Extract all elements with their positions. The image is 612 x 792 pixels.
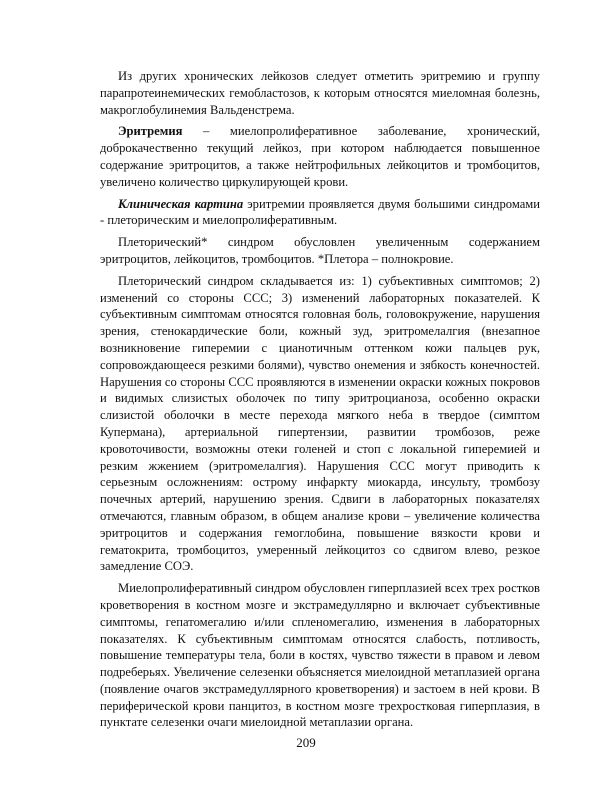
page-body	[100, 68, 540, 731]
term-clinical-picture: Клиническая картина	[118, 196, 244, 211]
paragraph	[100, 234, 540, 268]
paragraph	[100, 196, 540, 230]
page-number: 209	[296, 735, 316, 750]
paragraph-text: Из других хронических лейкозов следует отметить эритремию и группу парапротеинемических гемобластозов, к которым относятся миеломная болезнь, макроглобулинемия Вальденстрема.	[100, 69, 540, 117]
paragraph	[100, 68, 540, 118]
paragraph	[100, 123, 540, 190]
paragraph-text: Плеторический* синдром обусловлен увеличенным содержанием эритроцитов, лейкоцитов, тромбоцитов. *Плетора – полнокровие.	[100, 235, 540, 266]
paragraph	[100, 580, 540, 731]
paragraph-text: Плеторический синдром складывается из: 1) субъективных симптомов; 2) изменений со стороны ССС; 3) изменений лабораторных показателей. К субъективным симптомам относятся головная боль, головокружение, нарушения зрения, стенокардические боли, кожный зуд, эритромелалгия (внезапное возникновение гиперемии с цианотичным оттенком кожи пальцев рук, сопровождающееся резкими болями), чувство онемения и зябкость конечностей. Нарушения со стороны ССС проявляются в изменении окраски кожных покровов и видимых слизистых оболочек по типу эритроцианоза, особенно окраски слизистой оболочки в месте перехода мягкого неба в твердое (симптом Купермана), артериальной гипертензии, развитии тромбозов, реже кровоточивости, возможны отеки голеней и стоп с локальной гиперемией и резким жжением (эритромелалгия). Нарушения ССС могут приводить к серьезным осложнениям: острому инфаркту миокарда, инсульту, тромбозу почечных артерий, нарушению зрения. Сдвиги в лабораторных показателях отмечаются, главным образом, в общем анализе крови – увеличение количества эритроцитов и содержания гемоглобина, повышение вязкости крови и гематокрита, тромбоцитоз, умеренный лейкоцитоз со сдвигом влево, резкое замедление СОЭ.	[100, 273, 540, 574]
paragraph-text: Миелопролиферативный синдром обусловлен гиперплазией всех трех ростков кроветворения в костном мозге и экстрамедуллярно и включает субъективные симптомы, гепатомегалию и/или спленомегалию, изменения в лабораторных показателях. К субъективным симптомам относятся слабость, потливость, повышение температуры тела, боли в костях, чувство тяжести в правом и левом подреберьях. Увеличение селезенки объясняется миелоидной метаплазией органа (появление очагов экстрамедуллярного кроветворения) и застоем в ней крови. В периферической крови панцитоз, в костном мозге трехростковая гиперплазия, в пунктате селезенки очаги миелоидной метаплазии органа.	[100, 581, 540, 730]
term-erythremia: Эритремия	[118, 124, 183, 139]
paragraph	[100, 273, 540, 575]
paragraph-text: эритремии проявляется двумя большими синдромами - плеторическим и миелопролиферативным.	[100, 196, 541, 228]
paragraph-text: – миелопролиферативное заболевание, хронический, доброкачественно текущий лейкоз, при котором наблюдается повышенное содержание эритроцитов, а также нейтрофильных лейкоцитов и тромбоцитов, увеличено количество циркулирующей крови.	[100, 124, 540, 189]
